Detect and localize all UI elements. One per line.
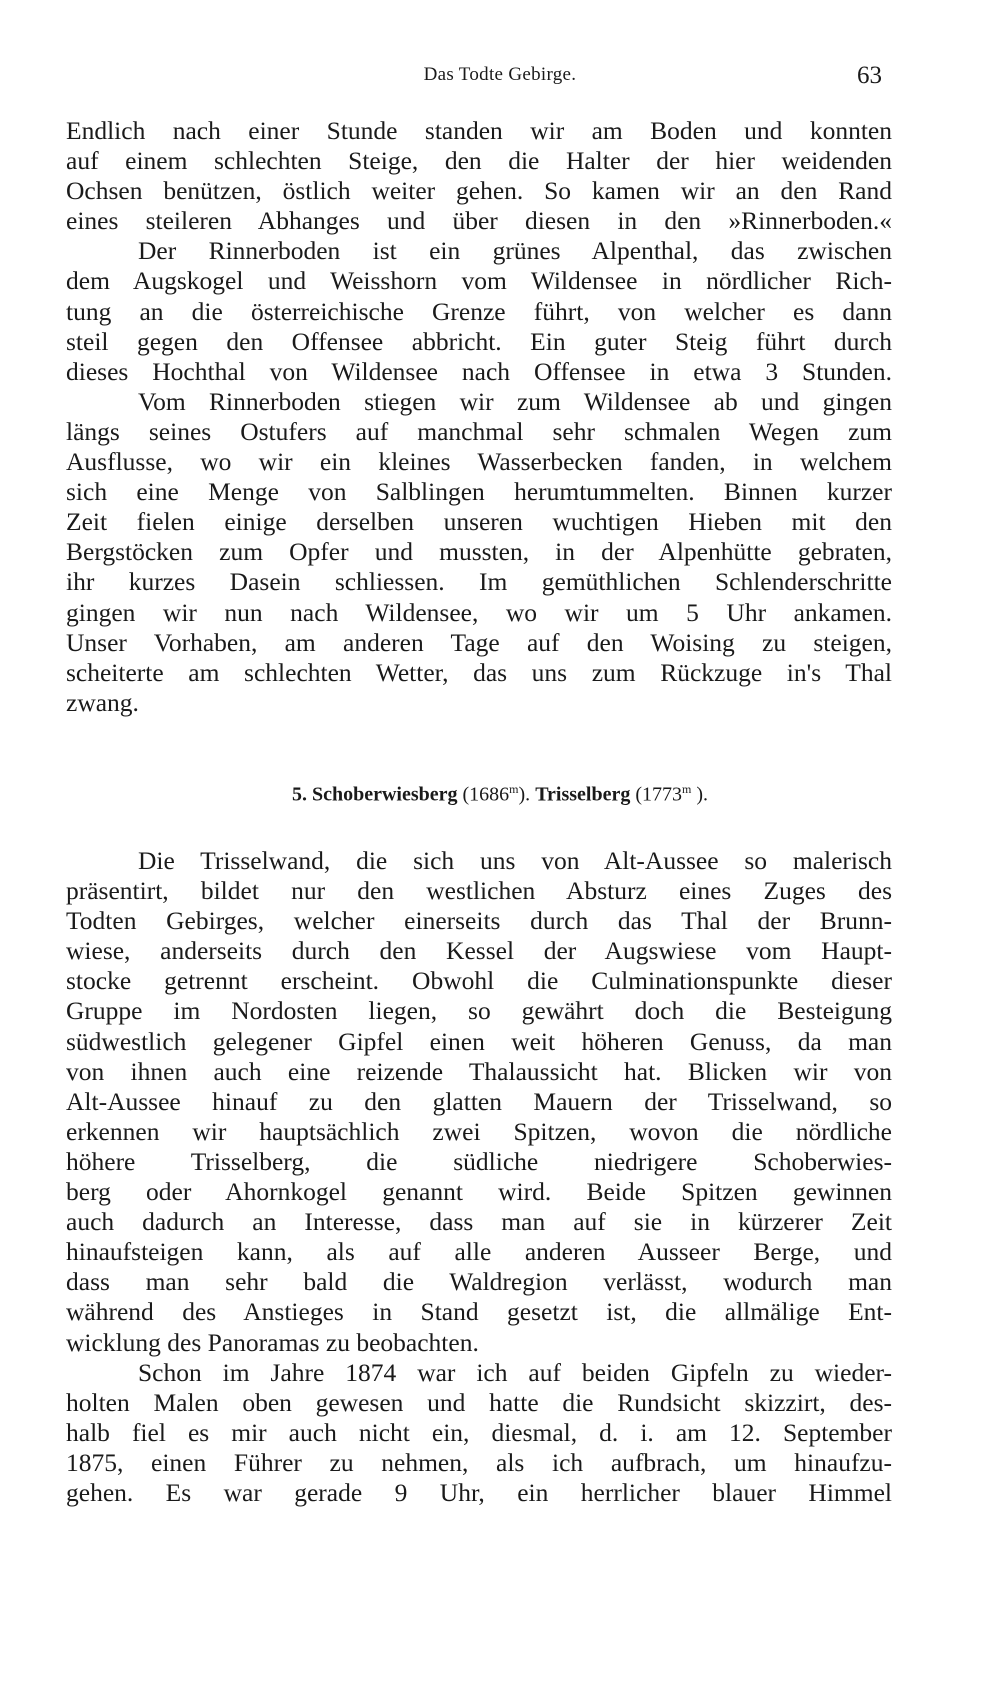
text-line: dass man sehr bald die Waldregion verlässt, wodurch man	[66, 1267, 892, 1297]
page-number: 63	[857, 62, 882, 89]
text-line: Ochsen benützen, östlich weiter gehen. So kamen wir an den Rand	[66, 176, 892, 206]
text-line: Unser Vorhaben, am anderen Tage auf den Woising zu steigen,	[66, 627, 892, 657]
text-line: Ausflusse, wo wir ein kleines Wasserbecken fanden, in welchem	[66, 447, 892, 477]
section-number: 5.	[291, 783, 307, 806]
section-unit-2: m	[682, 782, 692, 796]
text-line: tung an die österreichische Grenze führt, von welcher es dann	[66, 296, 892, 326]
text-line: gingen wir nun nach Wildensee, wo wir um 5 Uhr ankamen.	[66, 597, 892, 627]
section-peak-2: Trisselberg	[535, 783, 631, 806]
text-line: wicklung des Panoramas zu beobachten.	[66, 1327, 479, 1357]
text-line: Die Trisselwand, die sich uns von Alt-Aussee so malerisch	[138, 846, 892, 875]
text-line: 1875, einen Führer zu nehmen, als ich aufbrach, um hinaufzu-	[66, 1447, 892, 1477]
text-line: Alt-Aussee hinauf zu den glatten Mauern der Trisselwand, so	[66, 1086, 892, 1116]
section-height-2: (1773	[635, 783, 683, 806]
text-line: auf einem schlechten Steige, den die Halter der hier weidenden	[66, 146, 892, 176]
text-line: dem Augskogel und Weisshorn vom Wildensee in nördlicher Rich-	[66, 266, 892, 296]
text-line: hinaufsteigen kann, als auf alle anderen Ausseer Berge, und	[66, 1237, 892, 1267]
section-close-1: ).	[518, 783, 531, 806]
text-line: präsentirt, bildet nur den westlichen Absturz eines Zuges des	[66, 876, 892, 906]
section-peak-1: Schoberwiesberg	[311, 783, 458, 806]
text-line: von ihnen auch eine reizende Thalaussicht hat. Blicken wir von	[66, 1056, 892, 1086]
text-line: höhere Trisselberg, die südliche niedrigere Schoberwies-	[66, 1146, 892, 1176]
text-line: Zeit fielen einige derselben unseren wuchtigen Hieben mit den	[66, 507, 892, 537]
text-line: während des Anstieges in Stand gesetzt ist, die allmälige Ent-	[66, 1297, 892, 1327]
text-line: Schon im Jahre 1874 war ich auf beiden Gipfeln zu wieder-	[138, 1357, 892, 1387]
body-text-part-2	[66, 846, 892, 1508]
text-line: zwang.	[66, 687, 139, 717]
body-text-part-1	[66, 116, 892, 718]
text-line: Bergstöcken zum Opfer und mussten, in der Alpenhütte gebraten,	[66, 537, 892, 567]
text-line: holten Malen oben gewesen und hatte die Rundsicht skizzirt, des-	[66, 1387, 892, 1417]
text-line: auch dadurch an Interesse, dass man auf sie in kürzerer Zeit	[66, 1207, 892, 1237]
section-unit-1: m	[509, 782, 519, 796]
running-head	[0, 62, 1000, 92]
text-line: gehen. Es war gerade 9 Uhr, ein herrlicher blauer Himmel	[66, 1477, 892, 1507]
text-line: berg oder Ahornkogel genannt wird. Beide Spitzen gewinnen	[66, 1177, 892, 1207]
text-line: längs seines Ostufers auf manchmal sehr schmalen Wegen zum	[66, 416, 892, 446]
text-line: ihr kurzes Dasein schliessen. Im gemüthlichen Schlenderschritte	[66, 567, 892, 597]
text-line: eines steileren Abhanges und über diesen in den »Rinnerboden.«	[66, 206, 892, 236]
text-line: südwestlich gelegener Gipfel einen weit höheren Genuss, da man	[66, 1026, 892, 1056]
text-line: Gruppe im Nordosten liegen, so gewährt doch die Besteigung	[66, 996, 892, 1026]
text-line: erkennen wir hauptsächlich zwei Spitzen, wovon die nördliche	[66, 1116, 892, 1146]
section-height-1: (1686	[462, 783, 510, 806]
text-line: scheiterte am schlechten Wetter, das uns zum Rückzuge in's Thal	[66, 657, 892, 687]
section-close-2: ).	[691, 783, 709, 806]
text-line: stocke getrennt erscheint. Obwohl die Culminationspunkte dieser	[66, 966, 892, 996]
text-line: sich eine Menge von Salblingen herumtummelten. Binnen kurzer	[66, 477, 892, 507]
text-line: halb fiel es mir auch nicht ein, diesmal, d. i. am 12. September	[66, 1417, 892, 1447]
text-line: Endlich nach einer Stunde standen wir am Boden und konnten	[66, 116, 892, 145]
text-line: Der Rinnerboden ist ein grünes Alpenthal, das zwischen	[138, 236, 892, 266]
text-line: dieses Hochthal von Wildensee nach Offensee in etwa 3 Stunden.	[66, 356, 892, 386]
running-title: Das Todte Gebirge.	[423, 64, 577, 85]
text-line: Vom Rinnerboden stiegen wir zum Wildensee ab und gingen	[138, 386, 892, 416]
text-line: Todten Gebirges, welcher einerseits durch das Thal der Brunn-	[66, 906, 892, 936]
section-heading	[0, 782, 1000, 807]
text-line: wiese, anderseits durch den Kessel der Augswiese vom Haupt-	[66, 936, 892, 966]
text-line: steil gegen den Offensee abbricht. Ein guter Steig führt durch	[66, 326, 892, 356]
